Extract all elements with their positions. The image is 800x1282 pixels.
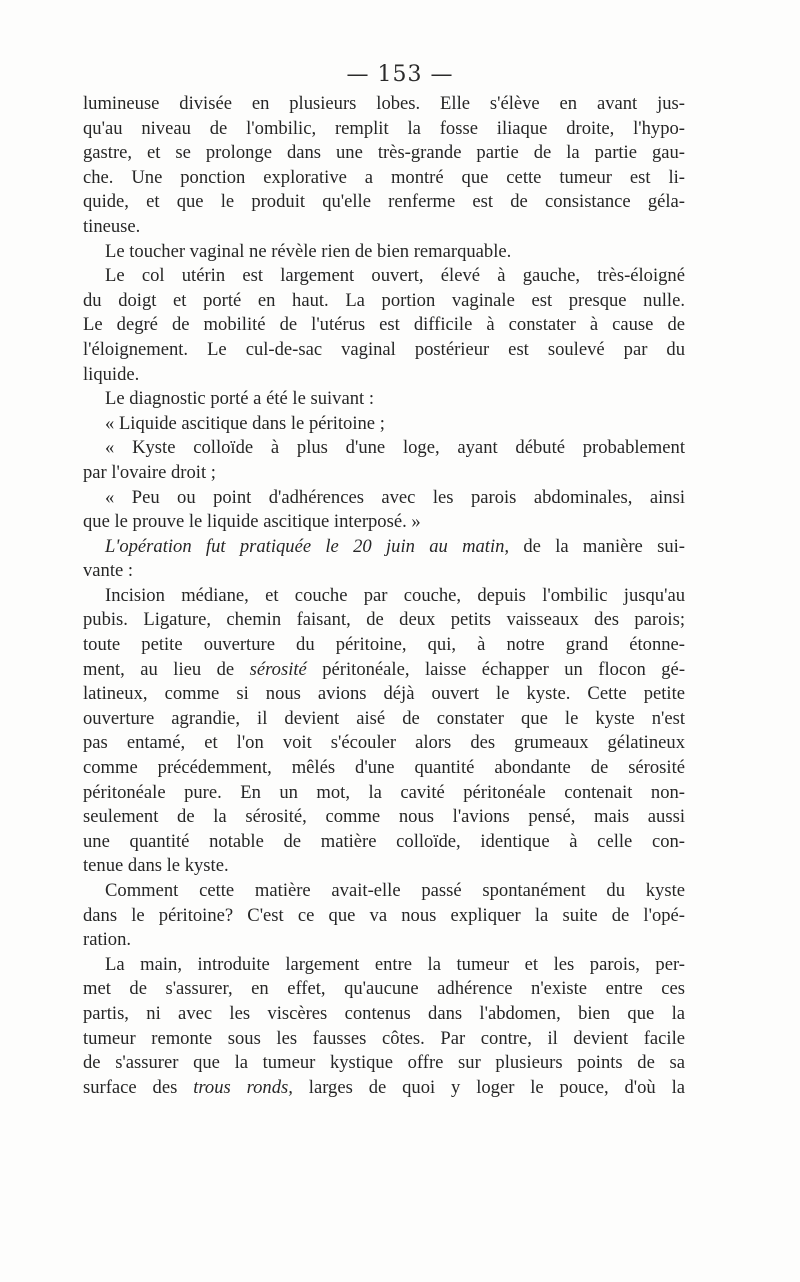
italic-text: L'opération fut pratiquée le 20 juin au matin, [105, 535, 510, 557]
text-line: met de s'assurer, en effet, qu'aucune adhérence n'existe entre ces [83, 978, 685, 1000]
text-line: pubis. Ligature, chemin faisant, de deux petits vaisseaux des parois; [83, 609, 685, 631]
line-text: ment, au lieu de [83, 658, 250, 680]
text-line: liquide. [83, 363, 140, 385]
text-line: Le toucher vaginal ne révèle rien de bien remarquable. [105, 240, 512, 262]
text-line: ration. [83, 929, 132, 951]
line-text: péritonéale, laisse échapper un flocon gé- [306, 658, 686, 680]
text-line: partis, ni avec les viscères contenus dans l'abdomen, bien que la [83, 1002, 685, 1024]
text-line: gastre, et se prolonge dans une très-grande partie de la partie gau- [83, 142, 685, 164]
text-line: ouverture agrandie, il devient aisé de constater que le kyste n'est [83, 707, 685, 729]
text-line: de s'assurer que la tumeur kystique offre sur plusieurs points de sa [83, 1052, 685, 1074]
text-line: tumeur remonte sous les fausses côtes. Par contre, il devient facile [83, 1027, 685, 1049]
text-line: « Kyste colloïde à plus d'une loge, ayant débuté probablement [105, 437, 685, 459]
italic-text: sérosité [249, 658, 307, 680]
text-line: Le degré de mobilité de l'utérus est difficile à constater à cause de [83, 314, 685, 336]
text-line: vante : [83, 560, 134, 582]
text-line: Incision médiane, et couche par couche, depuis l'ombilic jusqu'au [105, 584, 685, 606]
text-line: quide, et que le produit qu'elle renferme est de consistance géla- [83, 191, 685, 213]
text-line: que le prouve le liquide ascitique interposé. » [83, 511, 421, 533]
text-line: une quantité notable de matière colloïde, identique à celle con- [83, 830, 685, 852]
text-line: toute petite ouverture du péritoine, qui, à notre grand étonne- [83, 634, 685, 656]
text-line [83, 658, 685, 683]
text-line: l'éloignement. Le cul-de-sac vaginal postérieur est soulevé par du [83, 338, 685, 360]
text-line: du doigt et porté en haut. La portion vaginale est presque nulle. [83, 289, 685, 311]
text-line: comme précédemment, mêlés d'une quantité abondante de sérosité [83, 757, 685, 779]
italic-text: trous ronds, [193, 1076, 293, 1098]
text-line: Le col utérin est largement ouvert, élevé à gauche, très-éloigné [105, 265, 685, 287]
page-number: — 153 — [346, 62, 454, 87]
text-line: « Peu ou point d'adhérences avec les parois abdominales, ainsi [105, 486, 685, 508]
text-line: pas entamé, et l'on voit s'écouler alors des grumeaux gélatineux [83, 732, 685, 754]
line-text: de la manière sui- [509, 535, 685, 557]
text-line: péritonéale pure. En un mot, la cavité péritonéale contenait non- [83, 781, 685, 803]
text-line: La main, introduite largement entre la tumeur et les parois, per- [105, 953, 685, 975]
text-line: che. Une ponction explorative a montré que cette tumeur est li- [83, 166, 685, 188]
text-line: Le diagnostic porté a été le suivant : [105, 388, 375, 410]
line-text: surface des [83, 1076, 194, 1098]
text-line [83, 1076, 685, 1101]
text-line: qu'au niveau de l'ombilic, remplit la fosse iliaque droite, l'hypo- [83, 117, 685, 139]
text-line: par l'ovaire droit ; [83, 461, 216, 483]
text-line [83, 535, 685, 560]
page-body [83, 92, 685, 1100]
text-line: latineux, comme si nous avions déjà ouvert le kyste. Cette petite [83, 683, 685, 705]
text-line: Comment cette matière avait-elle passé spontanément du kyste [105, 880, 685, 901]
text-line: dans le péritoine? C'est ce que va nous expliquer la suite de l'opé- [83, 904, 685, 926]
text-line: tenue dans le kyste. [83, 855, 229, 877]
text-line: seulement de la sérosité, comme nous l'avions pensé, mais aussi [83, 806, 685, 828]
text-line: lumineuse divisée en plusieurs lobes. Elle s'élève en avant jus- [83, 93, 685, 114]
text-line: tineuse. [83, 215, 141, 237]
text-line: « Liquide ascitique dans le péritoine ; [105, 412, 385, 434]
line-text: larges de quoi y loger le pouce, d'où la [292, 1076, 685, 1098]
